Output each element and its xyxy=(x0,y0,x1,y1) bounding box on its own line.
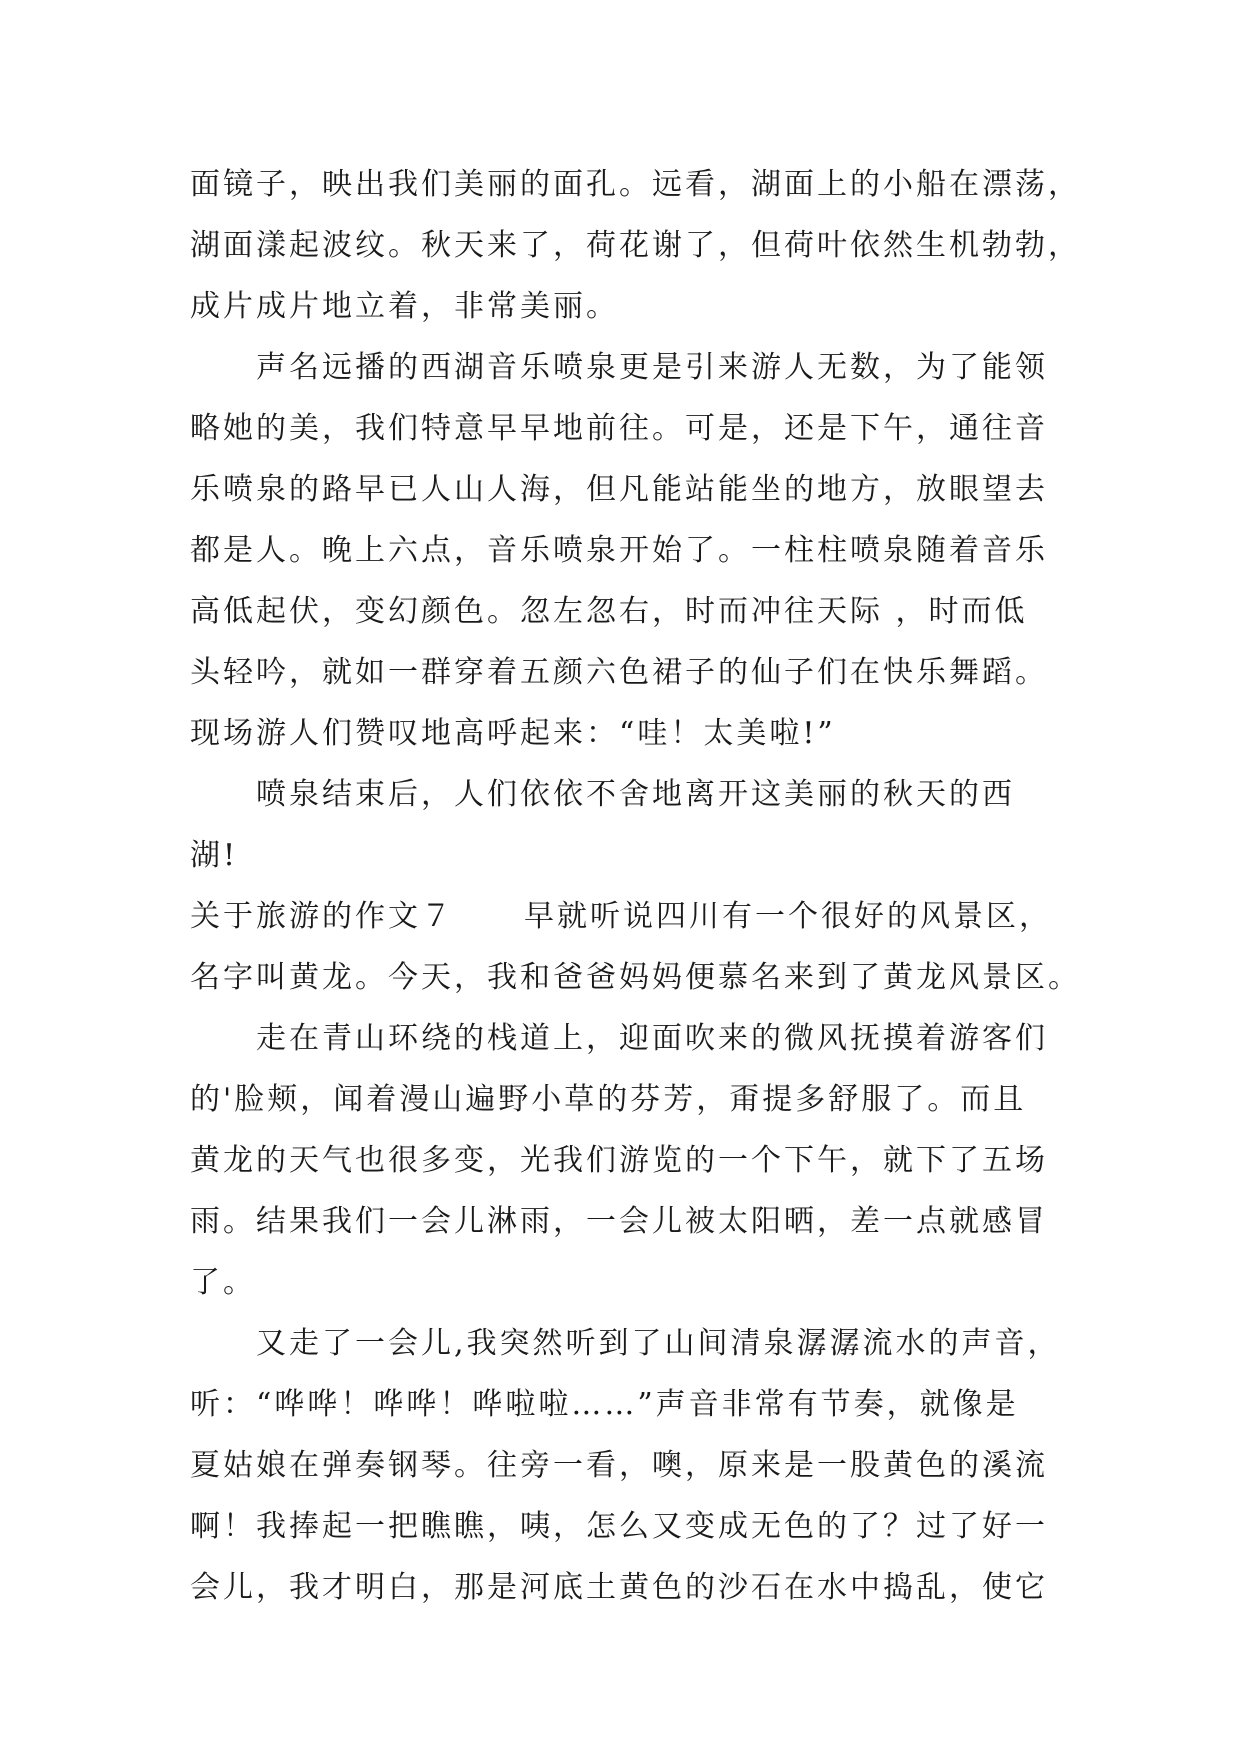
text-line: 雨。结果我们一会儿淋雨，一会儿被太阳晒，差一点就感冒 xyxy=(190,1204,1048,1239)
text-line: 面镜子，映出我们美丽的面孔。远看，湖面上的小船在漂荡， xyxy=(190,167,1081,202)
text-line: 了。 xyxy=(190,1265,256,1300)
paragraphs-after-heading xyxy=(190,947,1081,1618)
text-line: 啊！我捧起一把瞧瞧，咦，怎么又变成无色的了？过了好一 xyxy=(190,1509,1048,1544)
text-line: 走在青山环绕的栈道上，迎面吹来的微风抚摸着游客们 xyxy=(256,1021,1048,1056)
text-line: 夏姑娘在弹奏钢琴。往旁一看，噢，原来是一股黄色的溪流 xyxy=(190,1448,1048,1483)
essay-heading-continuation: 早就听说四川有一个很好的风景区， xyxy=(524,899,1052,934)
text-line: 名字叫黄龙。今天，我和爸爸妈妈便慕名来到了黄龙风景区。 xyxy=(190,960,1081,995)
text-line: 略她的美，我们特意早早地前往。可是，还是下午，通往音 xyxy=(190,411,1048,446)
document-body xyxy=(190,154,1081,1618)
text-line: 头轻吟，就如一群穿着五颜六色裙子的仙子们在快乐舞蹈。 xyxy=(190,655,1048,690)
essay-heading-title: 关于旅游的作文７ xyxy=(190,899,454,934)
text-line: 湖面漾起波纹。秋天来了，荷花谢了，但荷叶依然生机勃勃， xyxy=(190,228,1081,263)
essay-heading-line xyxy=(190,886,1070,947)
text-line: 都是人。晚上六点，音乐喷泉开始了。一柱柱喷泉随着音乐 xyxy=(190,533,1048,568)
text-line: 声名远播的西湖音乐喷泉更是引来游人无数，为了能领 xyxy=(256,350,1048,385)
text-line: 听：“哗哗！哗哗！哗啦啦……”声音非常有节奏，就像是 xyxy=(190,1387,1019,1422)
text-line: 的'脸颊，闻着漫山遍野小草的芬芳，甭提多舒服了。而且 xyxy=(190,1082,1027,1117)
text-line: 湖! xyxy=(190,838,239,873)
text-line: 高低起伏，变幻颜色。忽左忽右，时而冲往天际 ，时而低 xyxy=(190,594,1028,629)
text-line: 又走了一会儿,我突然听到了山间清泉潺潺流水的声音， xyxy=(256,1326,1061,1361)
text-line: 乐喷泉的路早已人山人海，但凡能站能坐的地方，放眼望去 xyxy=(190,472,1048,507)
text-line: 会儿，我才明白，那是河底土黄色的沙石在水中捣乱，使它 xyxy=(190,1570,1048,1605)
text-line: 成片成片地立着，非常美丽。 xyxy=(190,289,619,324)
text-line: 黄龙的天气也很多变，光我们游览的一个下午，就下了五场 xyxy=(190,1143,1048,1178)
text-line: 喷泉结束后，人们依依不舍地离开这美丽的秋天的西 xyxy=(256,777,1015,812)
text-line: 现场游人们赞叹地高呼起来：“哇！太美啦!” xyxy=(190,716,836,751)
paragraphs-before-heading xyxy=(190,154,1081,886)
